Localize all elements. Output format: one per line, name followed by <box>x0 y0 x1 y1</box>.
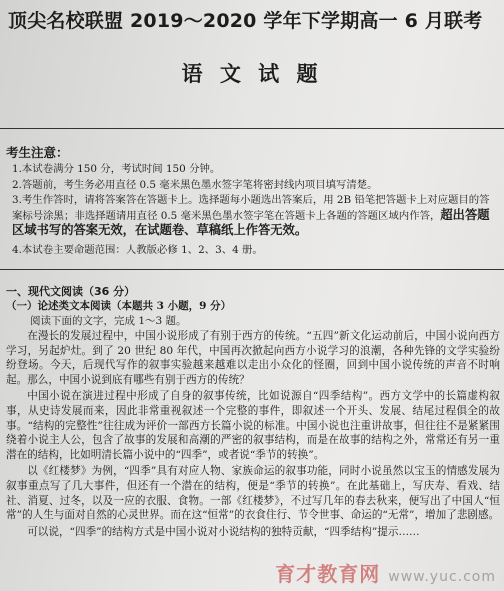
passage-paragraph-4: 可以说，“四季”的结构方式是中国小说对小说结构的独特贡献，“四季结构”提示…… <box>27 525 420 538</box>
notice-top-rule <box>0 128 504 129</box>
site-watermark <box>275 558 496 587</box>
subsection-heading: （一）论述类文本阅读（本题共 3 小题，9 分） <box>6 300 232 312</box>
notice-item-3 <box>12 193 498 239</box>
watermark-text: 育才教育网 <box>275 562 381 586</box>
notice-item-3-highlight: 超出答题区域书写的答案无效，在试题卷、草稿纸上作答无效。 <box>12 207 490 237</box>
section-heading: 一、现代文阅读（36 分） <box>6 285 136 298</box>
notice-item-1: 1.本试卷满分 150 分，考试时间 150 分钟。 <box>12 163 221 175</box>
subject-title: 语 文 试 题 <box>181 62 323 86</box>
watermark-url: www.yuc.com <box>388 569 496 585</box>
exam-header-title: 顶尖名校联盟 2019～2020 学年下学期高一 6 月联考 <box>8 10 483 32</box>
passage-paragraph-2: 中国小说在演进过程中形成了自身的叙事传统，比如说源自“四季结构”。西方文学中的长篇虚构叙事，从史诗发展而来，因此非常重视叙述一个完整的事件，即叙述一个开头、发展、结尾过程俱全的故事。“结构的完整性”往往成为评价一部西方长篇小说的标准。中国小说也注重讲故事，但往往不是紧紧围绕着小说主人公，包含了故事的发展和高潮的严密的叙事结构，而是在故事的结构之外，常常还有另一重潜在的结构，比如明清长篇小说中的“四季”，或者说“季节的转换”。 <box>6 390 500 461</box>
passage-paragraph-1: 在漫长的发展过程中，中国小说形成了有别于西方的传统。“五四”新文化运动前后，中国小说向西方学习，另起炉灶。到了 20 世纪 80 年代，中国再次掀起向西方小说学习的浪潮，各种先锋的文学实验纷纷登场。今天，后现代写作的叙事实验越来越难以走出小众化的怪圈，回到中国小说传统的声音不时响起。那么，中国小说到底有哪些有别于西方的传统？ <box>6 330 500 386</box>
reading-instruction: 阅读下面的文字，完成 1～3 题。 <box>30 315 187 327</box>
notice-list <box>12 162 498 258</box>
reading-passage <box>6 329 500 541</box>
notice-item-4: 4.本试卷主要命题范围：人教版必修 1、2、3、4 册。 <box>12 243 263 256</box>
notice-heading: 考生注意： <box>6 145 69 160</box>
notice-item-3-text: 3.考生作答时，请将答案答在答题卡上。选择题每小题选出答案后，用 2B 铅笔把答题卡上对应题目的答案标号涂黑；非选择题请用直径 0.5 毫米黑色墨水签字笔在答题卡上各题的答题区域内作答， <box>12 194 490 222</box>
notice-item-2: 2.答题前，考生务必用直径 0.5 毫米黑色墨水签字笔将密封线内项目填写清楚。 <box>12 178 378 191</box>
passage-paragraph-3: 以《红楼梦》为例，“四季”具有对应人物、家族命运的叙事功能，同时小说虽然以宝玉的情感发展为叙事重点写了几大事件，但还有一个潜在的结构，便是“季节的转换”。在此基础上，写庆寿、看戏、结社、消夏、过冬，以及一应的衣服、食物。一部《红楼梦》，不过写几年的春去秋来，便写出了中国人“恒常”的人生与面对自然的心灵世界。而在这“恒常”的衣食住行、节令世事、命运的“无常”，增加了悲剧感。 <box>6 465 500 522</box>
notice-bottom-rule <box>0 269 504 270</box>
